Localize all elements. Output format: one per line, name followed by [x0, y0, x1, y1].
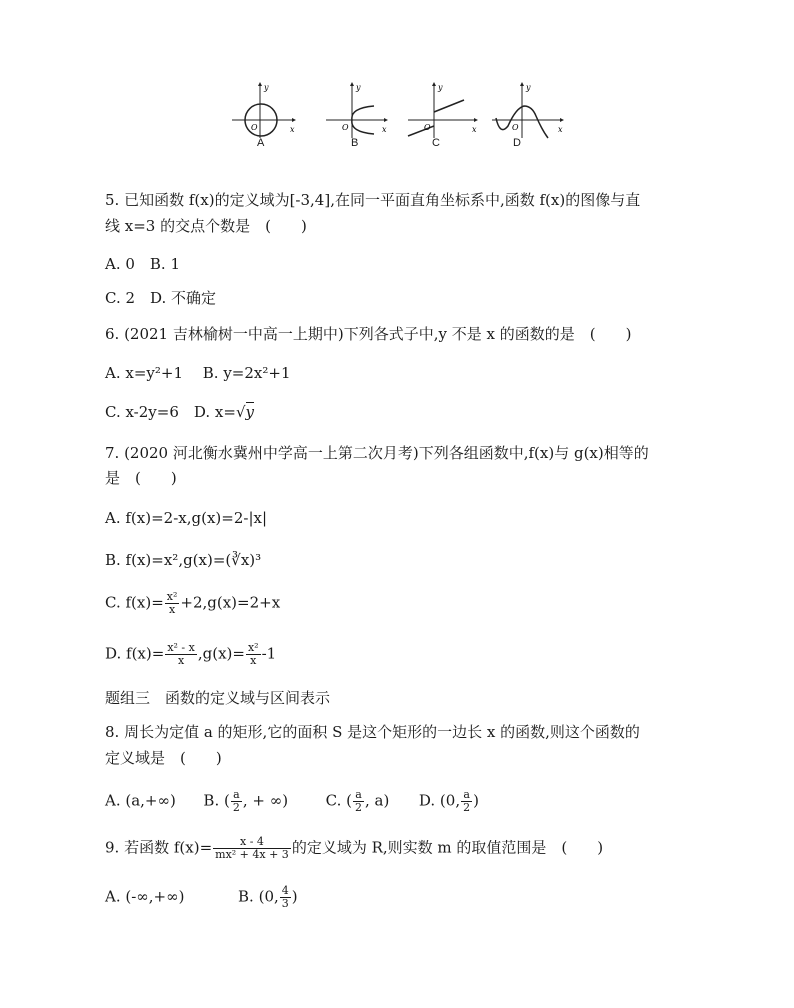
fraction-numerator: x - 4 [213, 836, 291, 849]
fraction-numerator: 4 [281, 884, 289, 897]
graph-a-circle [228, 80, 300, 140]
q6-options-cd [105, 402, 254, 422]
fraction [353, 789, 364, 814]
graph-label-b: B [351, 137, 359, 149]
svg-text:x: x [382, 125, 387, 134]
fraction [461, 789, 472, 814]
q7-option-b: B. f(x)=x²,g(x)=(∛x)³ [105, 551, 262, 569]
q9-option-b-prefix: B. (0, [238, 887, 279, 906]
q7-stem-line2: 是 ( ) [105, 469, 177, 487]
fraction [280, 885, 291, 910]
q5-options-ab: A. 0 B. 1 [105, 255, 181, 273]
fraction-denominator: 3 [281, 897, 289, 910]
fraction-numerator: x² [247, 641, 259, 654]
q7-option-c-prefix: C. f(x)= [105, 593, 164, 612]
q7-option-d-middle: ,g(x)= [197, 644, 245, 663]
svg-text:O: O [251, 123, 258, 132]
q8-option-b-prefix: B. ( [203, 791, 230, 810]
q9-stem-suffix: 的定义域为 R,则实数 m 的取值范围是 ( ) [291, 838, 604, 857]
graph-c-segments [404, 80, 482, 140]
q5-stem-line1: 5. 已知函数 f(x)的定义域为[-3,4],在同一平面直角坐标系中,函数 f(x)的图像与直 [105, 191, 641, 209]
q7-option-d [105, 642, 276, 667]
svg-text:O: O [424, 123, 431, 132]
fraction-denominator: 2 [354, 801, 362, 814]
q9-options [105, 885, 298, 910]
fraction-denominator: mx² + 4x + 3 [215, 848, 289, 861]
fraction [231, 789, 242, 814]
graph-label-d: D [513, 137, 521, 149]
fraction-numerator: a [461, 789, 472, 802]
fraction-denominator: x [250, 654, 257, 667]
q8-option-b-suffix: , + ∞) [242, 791, 289, 810]
q5-stem-line2: 线 x=3 的交点个数是 ( ) [105, 217, 307, 235]
q8-option-c-suffix: , a) [364, 791, 390, 810]
fraction-numerator: a [231, 789, 242, 802]
fraction-denominator: 2 [463, 801, 471, 814]
fraction-denominator: 2 [232, 801, 240, 814]
q8-stem-line2: 定义域是 ( ) [105, 749, 222, 767]
svg-text:y: y [356, 83, 361, 92]
q8-option-d-prefix: D. (0, [418, 791, 461, 810]
q7-option-d-suffix: -1 [261, 644, 277, 663]
q6-sqrt-radicand: y [245, 403, 254, 421]
q9-option-b-suffix: ) [291, 887, 298, 906]
fraction [165, 642, 197, 667]
graph-label-c: C [432, 137, 440, 149]
fraction [165, 591, 180, 616]
q6-stem: 6. (2021 吉林榆树一中高一上期中)下列各式子中,y 不是 x 的函数的是 ( ) [105, 325, 632, 343]
q8-option-c-prefix: C. ( [325, 791, 352, 810]
sqrt-symbol: √ [235, 403, 246, 421]
graph-b-parabola [322, 80, 394, 140]
q8-option-a: A. (a,+∞) [105, 791, 176, 810]
svg-text:y: y [264, 83, 269, 92]
q5-options-cd: C. 2 D. 不确定 [105, 289, 217, 307]
svg-text:O: O [342, 123, 349, 132]
fraction-numerator: x² - x [167, 641, 195, 654]
q9-stem-prefix: 9. 若函数 f(x)= [105, 838, 213, 857]
q6-options-ab: A. x=y²+1 B. y=2x²+1 [105, 364, 291, 382]
q9-option-a: A. (-∞,+∞) [105, 887, 185, 906]
q7-option-d-prefix: D. f(x)= [105, 644, 165, 663]
q8-options [105, 789, 479, 814]
graph-d-wave [490, 80, 568, 140]
fraction-denominator: x [168, 603, 176, 616]
fraction-numerator: a [353, 789, 364, 802]
svg-text:x: x [290, 125, 295, 134]
fraction [213, 836, 291, 861]
fraction-numerator: x² [166, 590, 178, 603]
q8-stem-line1: 8. 周长为定值 a 的矩形,它的面积 S 是这个矩形的一边长 x 的函数,则这个函数的 [105, 723, 640, 741]
section-heading: 题组三 函数的定义域与区间表示 [105, 689, 331, 707]
fraction-denominator: x [177, 654, 185, 667]
svg-text:y: y [526, 83, 531, 92]
svg-text:O: O [512, 123, 519, 132]
q6-options-cd-prefix: C. x-2y=6 D. x= [105, 403, 236, 421]
svg-text:x: x [558, 125, 563, 134]
q7-option-c-suffix: +2,g(x)=2+x [180, 593, 281, 612]
q7-option-c [105, 591, 280, 616]
svg-text:y: y [438, 83, 443, 92]
q7-stem-line1: 7. (2020 河北衡水冀州中学高一上第二次月考)下列各组函数中,f(x)与 g(x)相等的 [105, 444, 649, 462]
svg-text:x: x [472, 125, 477, 134]
q7-option-a: A. f(x)=2-x,g(x)=2-|x| [105, 509, 268, 527]
q8-option-d-suffix: ) [473, 791, 479, 810]
q9-stem [105, 836, 603, 861]
graph-label-a: A [257, 137, 265, 149]
fraction [246, 642, 261, 667]
